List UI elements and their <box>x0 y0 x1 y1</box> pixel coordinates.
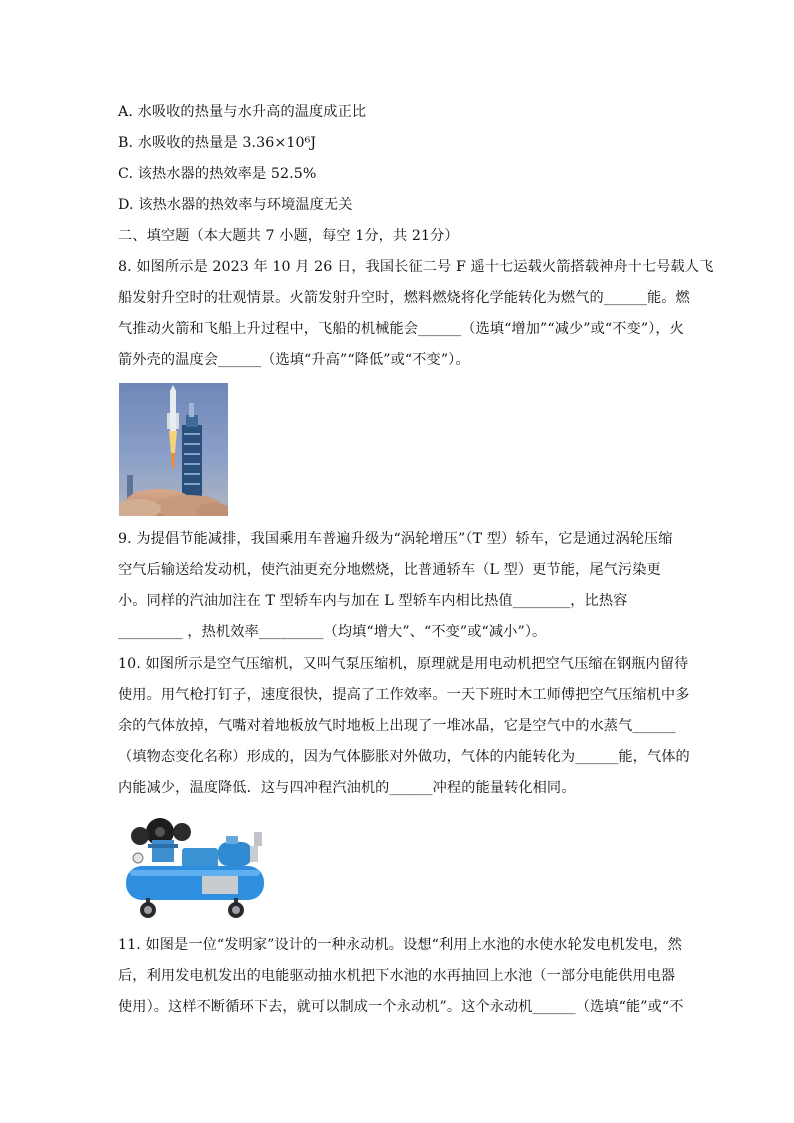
q9-line-2: 空气后输送给发动机，使汽油更充分地燃烧，比普通轿车（L 型）更节能，尾气污染更 <box>118 562 661 578</box>
q11-line-1: 11. 如图是一位“发明家”设计的一种永动机。设想“利用上水池的水使水轮发电机发电，然 <box>118 937 682 953</box>
q10-line-2: 使用。用气枪打钉子，速度很快，提高了工作效率。一天下班时木工师傅把空气压缩机中多 <box>118 687 690 703</box>
q9-line-4: _________ ，热机效率_________（均填“增大”、“不变”或“减小”）。 <box>118 624 547 640</box>
q10-line-1: 10. 如图所示是空气压缩机，又叫气泵压缩机，原理就是用电动机把空气压缩在钢瓶内留待 <box>118 656 689 672</box>
q10-line-4: （填物态变化名称）形成的，因为气体膨胀对外做功，气体的内能转化为______能，气体的 <box>118 749 690 765</box>
q11-line-2: 后，利用发电机发出的电能驱动抽水机把下水池的水再抽回上水池（一部分电能供用电器 <box>118 968 676 984</box>
q9-line-1: 9. 为提倡节能减排，我国乘用车普遍升级为“涡轮增压”（T 型）轿车，它是通过涡轮压缩 <box>118 531 673 547</box>
q10-line-3: 余的气体放掉，气嘴对着地板放气时地板上出现了一堆冰晶，它是空气中的水蒸气______ <box>118 718 676 734</box>
section-heading: 二、填空题（本大题共 7 小题，每空 1分，共 21分） <box>118 228 459 244</box>
rocket-launch-image <box>119 383 228 516</box>
q8-line-2: 船发射升空时的壮观情景。火箭发射升空时，燃料燃烧将化学能转化为燃气的______能。燃 <box>118 290 690 306</box>
q9-line-3: 小。同样的汽油加注在 T 型轿车内与加在 L 型轿车内相比热值________，比热容 <box>118 593 628 609</box>
q8-line-1: 8. 如图所示是 2023 年 10 月 26 日，我国长征二号 F 遥十七运载火箭搭载神舟十七号载人飞 <box>118 259 714 275</box>
option-a: A. 水吸收的热量与水升高的温度成正比 <box>118 104 367 120</box>
option-d: D. 该热水器的热效率与环境温度无关 <box>118 197 353 213</box>
option-c: C. 该热水器的热效率是 52.5% <box>118 166 317 182</box>
q8-line-4: 箭外壳的温度会______（选填“升高”“降低”或“不变”）。 <box>118 352 470 368</box>
q10-line-5: 内能减少，温度降低．这与四冲程汽油机的______冲程的能量转化相同。 <box>118 780 576 796</box>
air-compressor-image <box>122 812 268 922</box>
option-b: B. 水吸收的热量是 3.36×10⁶J <box>118 135 317 151</box>
q11-line-3: 使用）。这样不断循环下去，就可以制成一个永动机”。这个永动机______（选填“能”或“不 <box>118 999 684 1015</box>
q8-line-3: 气推动火箭和飞船上升过程中，飞船的机械能会______（选填“增加”“减少”或“不变”），火 <box>118 321 684 337</box>
